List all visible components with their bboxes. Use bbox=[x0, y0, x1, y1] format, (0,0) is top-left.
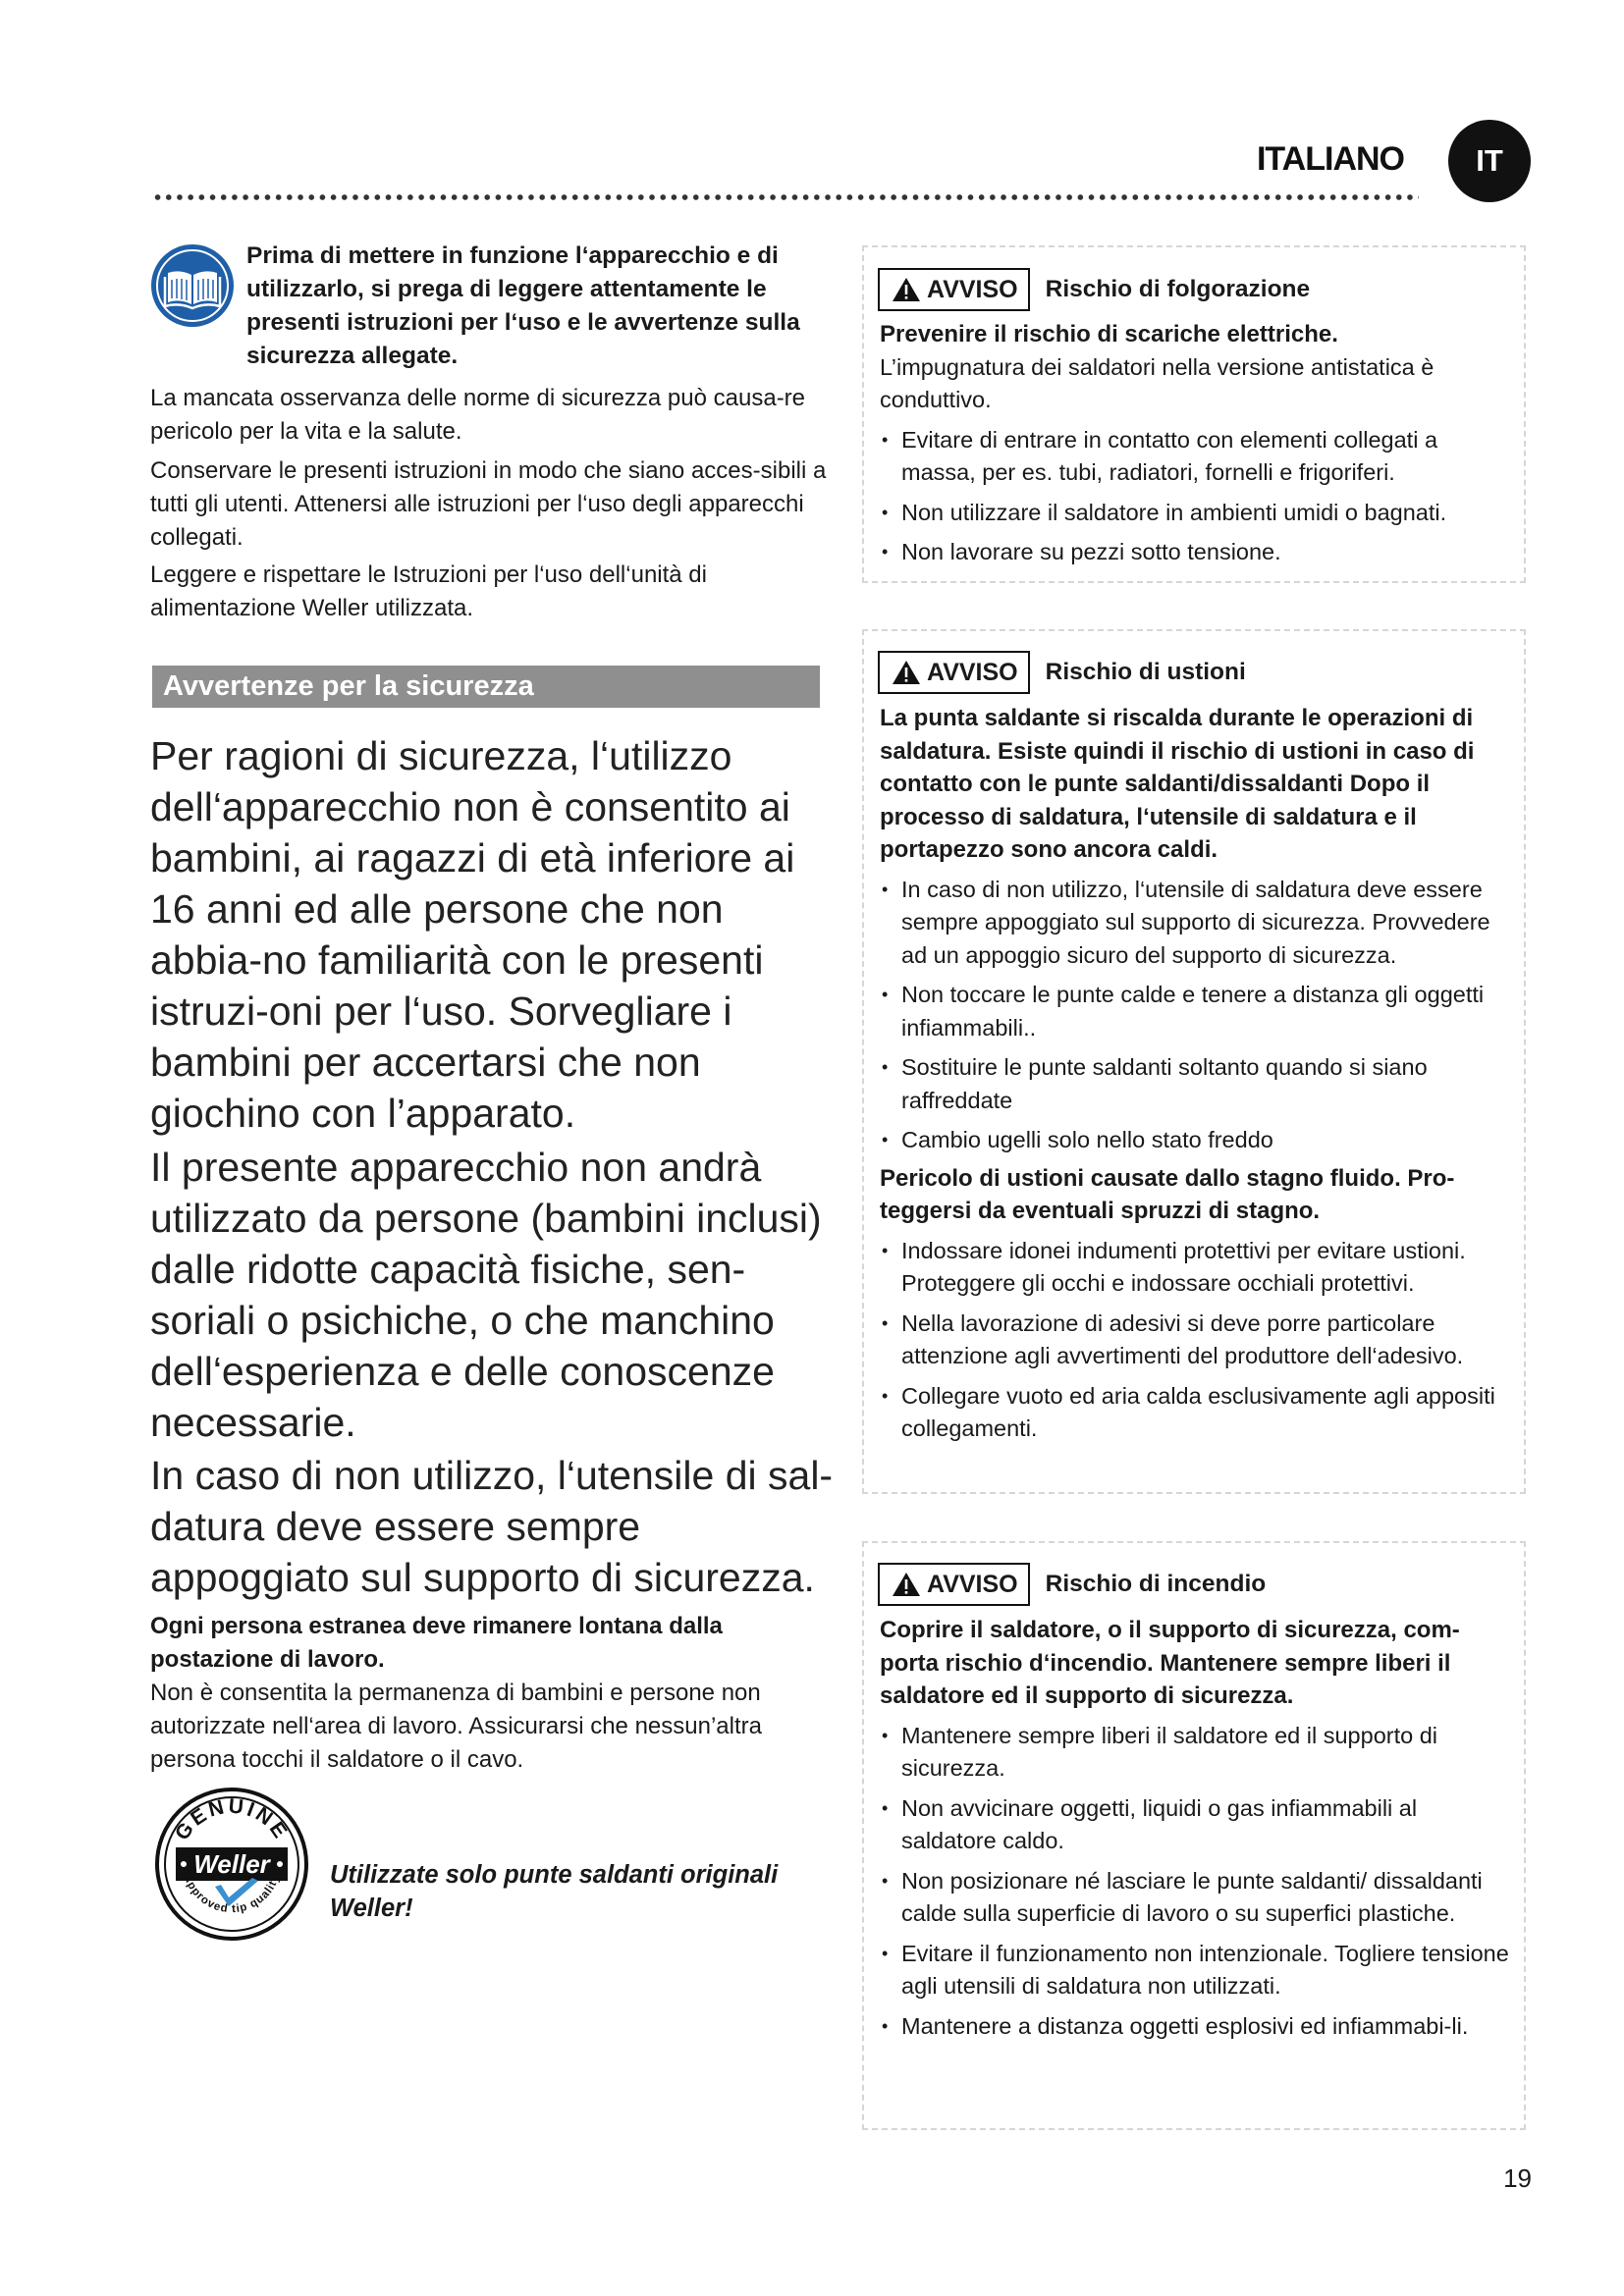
warning-bullet: • Non toccare le punte calde e tenere a distanza gli oggetti infiammabili.. bbox=[880, 979, 1510, 1044]
warning-bullet: • Nella lavorazione di adesivi si deve porre particolare attenzione agli avvertimenti del produttore dell‘adesivo. bbox=[880, 1308, 1510, 1373]
warning-bullet: • Non lavorare su pezzi sotto tensione. bbox=[880, 536, 1510, 569]
warning-label-box bbox=[878, 651, 1030, 694]
warning-bullet: • Non avvicinare oggetti, liquidi o gas infiammabili al saldatore caldo. bbox=[880, 1792, 1510, 1858]
intro-bold-text: Prima di mettere in funzione l‘apparecchio e di utilizzarlo, si prega di leggere attentamente le presenti istruzioni per l‘uso e le avvertenze sulla sicurezza allegate. bbox=[246, 242, 800, 369]
warning-triangle-icon bbox=[892, 1572, 921, 1597]
warning-bullet: • Mantenere a distanza oggetti esplosivi ed infiammabi-li. bbox=[880, 2010, 1510, 2044]
warning-bullet-list bbox=[880, 424, 1510, 569]
warning-bullet: • Mantenere sempre liberi il saldatore ed il supporto di sicurezza. bbox=[880, 1720, 1510, 1786]
warning-bullet: • Non posizionare né lasciare le punte saldanti/ dissaldanti calde sulla superficie di lavoro o su superfici plastiche. bbox=[880, 1865, 1510, 1931]
warning-box-fire bbox=[862, 1541, 1526, 2130]
warning-title: Rischio di ustioni bbox=[1045, 659, 1246, 685]
warning-label-box bbox=[878, 1563, 1030, 1606]
intro-paragraph: Conservare le presenti istruzioni in modo che siano acces-sibili a tutti gli utenti. Attenersi alle istruzioni per l‘uso degli apparecchi collegati. bbox=[150, 457, 827, 551]
warning-bullet-list bbox=[880, 1235, 1510, 1446]
warning-lead: La punta saldante si riscalda durante le operazioni di saldatura. Esiste quindi il rischio di ustioni in caso di contatto con le punte saldanti/dissaldanti Dopo il processo di saldatura, l‘utensile di saldatura e il portapezzo sono ancora caldi. bbox=[880, 705, 1475, 863]
language-badge: IT bbox=[1448, 120, 1531, 202]
warning-header bbox=[878, 1563, 1266, 1606]
warning-header bbox=[878, 268, 1310, 311]
warning-title: Rischio di incendio bbox=[1045, 1571, 1267, 1597]
warning-label: AVVISO bbox=[927, 1570, 1018, 1598]
language-heading: ITALIANO bbox=[1256, 140, 1404, 178]
warning-bullet: • Collegare vuoto ed aria calda esclusivamente agli appositi collegamenti. bbox=[880, 1380, 1510, 1446]
safety-large-paragraph: In caso di non utilizzo, l‘utensile di sal-datura deve essere sempre appoggiato sul supporto di sicurezza. bbox=[150, 1453, 834, 1600]
page-number: 19 bbox=[1503, 2163, 1532, 2193]
intro-paragraph: La mancata osservanza delle norme di sicurezza può causa-re pericolo per la vita e la salute. bbox=[150, 385, 806, 445]
safety-large-paragraph: Per ragioni di sicurezza, l‘utilizzo dell‘apparecchio non è consentito ai bambini, ai ragazzi di età inferiore ai 16 anni ed alle persone che non abbia-no familiarità con le presenti istruzi-oni per l‘uso. Sorvegliare i bambini per accertarsi che non giochino con l’apparato. bbox=[150, 733, 795, 1136]
warning-bullet: • Sostituire le punte saldanti soltanto quando si siano raffreddate bbox=[880, 1051, 1510, 1117]
genuine-weller-seal-icon bbox=[154, 1787, 309, 1942]
seal-brand-text: Weller bbox=[193, 1849, 270, 1879]
warning-bullet-list bbox=[880, 1720, 1510, 2044]
safety-large-paragraph: Il presente apparecchio non andrà utilizzato da persone (bambini inclusi) dalle ridotte capacità fisiche, sen-soriali o psichiche, o che manchino dell‘esperienza e delle conoscenze necessarie. bbox=[150, 1145, 822, 1445]
warning-header bbox=[878, 651, 1246, 694]
warning-label: AVVISO bbox=[927, 658, 1018, 686]
warning-title: Rischio di folgorazione bbox=[1045, 276, 1311, 302]
bystander-warning-text: Non è consentita la permanenza di bambini e persone non autorizzate nell‘area di lavoro. Assicurarsi che nessun’altra persona tocchi il saldatore o il cavo. bbox=[150, 1680, 762, 1773]
intro-paragraph: Leggere e rispettare le Istruzioni per l‘uso dell‘unità di alimentazione Weller utilizzata. bbox=[150, 561, 707, 621]
warning-box-burns bbox=[862, 629, 1526, 1494]
warning-box-electric-shock bbox=[862, 245, 1526, 583]
seal-bottom-text: Approved tip quality bbox=[181, 1872, 283, 1916]
warning-bullet: • Evitare di entrare in contatto con elementi collegati a massa, per es. tubi, radiatori, fornelli e frigoriferi. bbox=[880, 424, 1510, 490]
warning-bullet: • Cambio ugelli solo nello stato freddo bbox=[880, 1124, 1510, 1157]
genuine-tips-caption: Utilizzate solo punte saldanti originali Weller! bbox=[330, 1861, 779, 1922]
warning-label: AVVISO bbox=[927, 275, 1018, 303]
warning-bullet: • Indossare idonei indumenti protettivi per evitare ustioni. Proteggere gli occhi e indossare occhiali protettivi. bbox=[880, 1235, 1510, 1301]
read-manual-icon bbox=[150, 243, 235, 328]
warning-bullet: • In caso di non utilizzo, l‘utensile di saldatura deve essere sempre appoggiato sul supporto di sicurezza. Provvedere ad un appoggio sicuro del supporto di sicurezza. bbox=[880, 874, 1510, 973]
warning-triangle-icon bbox=[892, 277, 921, 302]
header-dotted-divider bbox=[152, 193, 1419, 201]
section-heading-banner bbox=[152, 666, 820, 708]
warning-lead-secondary: Pericolo di ustioni causate dallo stagno fluido. Pro-teggersi da eventuali spruzzi di stagno. bbox=[880, 1164, 1455, 1224]
seal-top-text: GENUINE bbox=[170, 1794, 294, 1845]
warning-bullet: • Non utilizzare il saldatore in ambienti umidi o bagnati. bbox=[880, 497, 1510, 530]
warning-lead: Prevenire il rischio di scariche elettriche. bbox=[880, 321, 1338, 347]
warning-label-box bbox=[878, 268, 1030, 311]
warning-bullet: • Evitare il funzionamento non intenzionale. Togliere tensione agli utensili di saldatura non utilizzati. bbox=[880, 1938, 1510, 2003]
warning-text: L’impugnatura dei saldatori nella versione antistatica è conduttivo. bbox=[880, 353, 1435, 412]
bystander-warning-bold: Ogni persona estranea deve rimanere lontana dalla postazione di lavoro. bbox=[150, 1613, 723, 1673]
section-heading: Avvertenze per la sicurezza bbox=[163, 670, 534, 702]
warning-triangle-icon bbox=[892, 660, 921, 685]
warning-lead: Coprire il saldatore, o il supporto di sicurezza, com-porta rischio d‘incendio. Mantenere sempre liberi il saldatore ed il supporto di sicurezza. bbox=[880, 1617, 1460, 1709]
warning-bullet-list bbox=[880, 874, 1510, 1157]
